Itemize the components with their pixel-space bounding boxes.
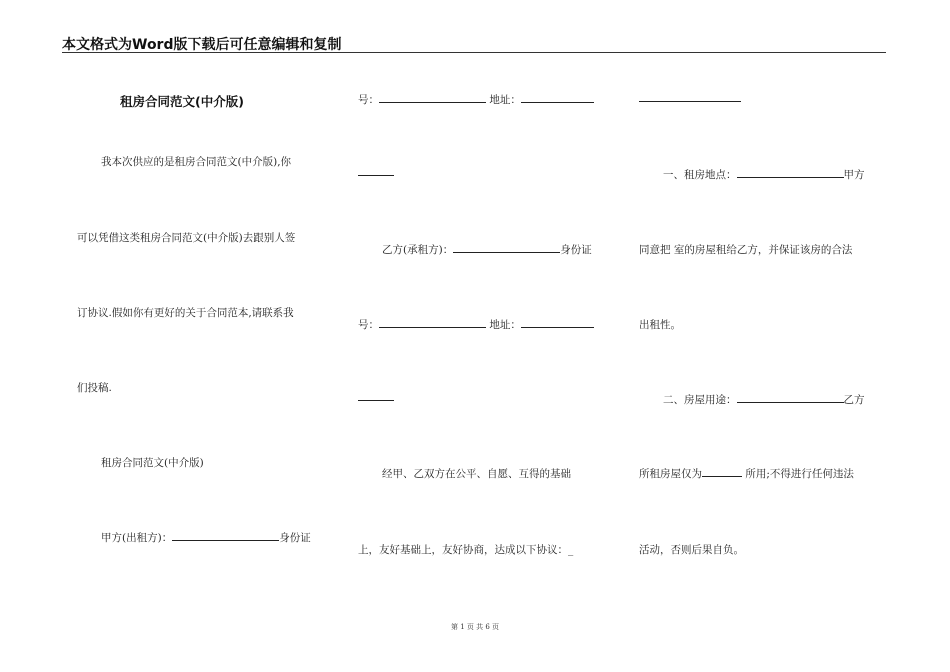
address-blank-2 bbox=[521, 318, 594, 328]
party-a-id-label: 身份证 bbox=[279, 532, 311, 544]
intro-line-1: 我本次供应的是租房合同范文(中介版),你 bbox=[101, 156, 292, 168]
id-number-label-2: 号： bbox=[358, 319, 379, 331]
usage-line bbox=[663, 392, 865, 407]
id-number-label: 号： bbox=[358, 94, 379, 106]
location-line-3: 出租性。 bbox=[639, 319, 681, 331]
party-b-id-line bbox=[358, 317, 594, 332]
intro-line-3: 订协议.假如你有更好的关于合同范本,请联系我 bbox=[77, 307, 294, 319]
id-number-blank bbox=[379, 93, 486, 103]
continuation-blank-3 bbox=[639, 92, 741, 102]
usage-label: 二、房屋用途： bbox=[663, 394, 737, 406]
party-a-label: 甲方(出租方)： bbox=[101, 532, 173, 544]
party-a-line bbox=[101, 530, 311, 545]
agreement-line-2: 上，友好基础上，友好协商，达成以下协议：_ bbox=[358, 544, 574, 556]
address-blank bbox=[521, 93, 594, 103]
party-a-name-blank bbox=[172, 531, 279, 541]
continuation-blank-2 bbox=[358, 391, 394, 401]
continuation-blank-1 bbox=[358, 166, 394, 176]
usage-line-3: 活动，否则后果自负。 bbox=[639, 544, 744, 556]
usage-line-2-end: 所用;不得进行任何违法 bbox=[742, 468, 854, 480]
header-rule bbox=[62, 52, 886, 53]
document-header: 本文格式为Word版下载后可任意编辑和复制 bbox=[62, 37, 342, 53]
intro-line-4: 们投稿. bbox=[77, 382, 112, 394]
continuation-line-1 bbox=[358, 166, 394, 179]
continuation-line-2 bbox=[358, 391, 394, 404]
party-b-id-label: 身份证 bbox=[560, 244, 592, 256]
location-line bbox=[663, 167, 865, 182]
location-blank bbox=[737, 168, 844, 178]
usage-suffix: 乙方 bbox=[843, 394, 865, 406]
usage-blank bbox=[737, 393, 844, 403]
party-b-line bbox=[382, 242, 592, 257]
page-footer: 第 1 页 共 6 页 bbox=[450, 623, 500, 631]
address-label: 地址： bbox=[489, 94, 521, 106]
location-suffix: 甲方 bbox=[843, 169, 865, 181]
document-title: 租房合同范文(中介版) bbox=[120, 94, 244, 109]
party-b-label: 乙方(承租方)： bbox=[382, 244, 454, 256]
id-number-blank-2 bbox=[379, 318, 486, 328]
contract-subtitle: 租房合同范文(中介版) bbox=[101, 457, 204, 469]
location-label: 一、租房地点： bbox=[663, 169, 737, 181]
party-b-name-blank bbox=[453, 243, 560, 253]
intro-line-2: 可以凭借这类租房合同范文(中介版)去跟别人签 bbox=[77, 232, 296, 244]
location-line-2: 同意把 室的房屋租给乙方，并保证该房的合法 bbox=[639, 244, 853, 256]
usage-purpose-blank bbox=[702, 467, 742, 477]
continuation-line-3 bbox=[639, 92, 741, 105]
address-label-2: 地址： bbox=[489, 319, 521, 331]
usage-line-2 bbox=[639, 466, 854, 481]
party-a-id-line bbox=[358, 92, 594, 107]
agreement-line-1: 经甲、乙双方在公平、自愿、互得的基础 bbox=[382, 468, 571, 480]
usage-line-2-start: 所租房屋仅为 bbox=[639, 468, 702, 480]
